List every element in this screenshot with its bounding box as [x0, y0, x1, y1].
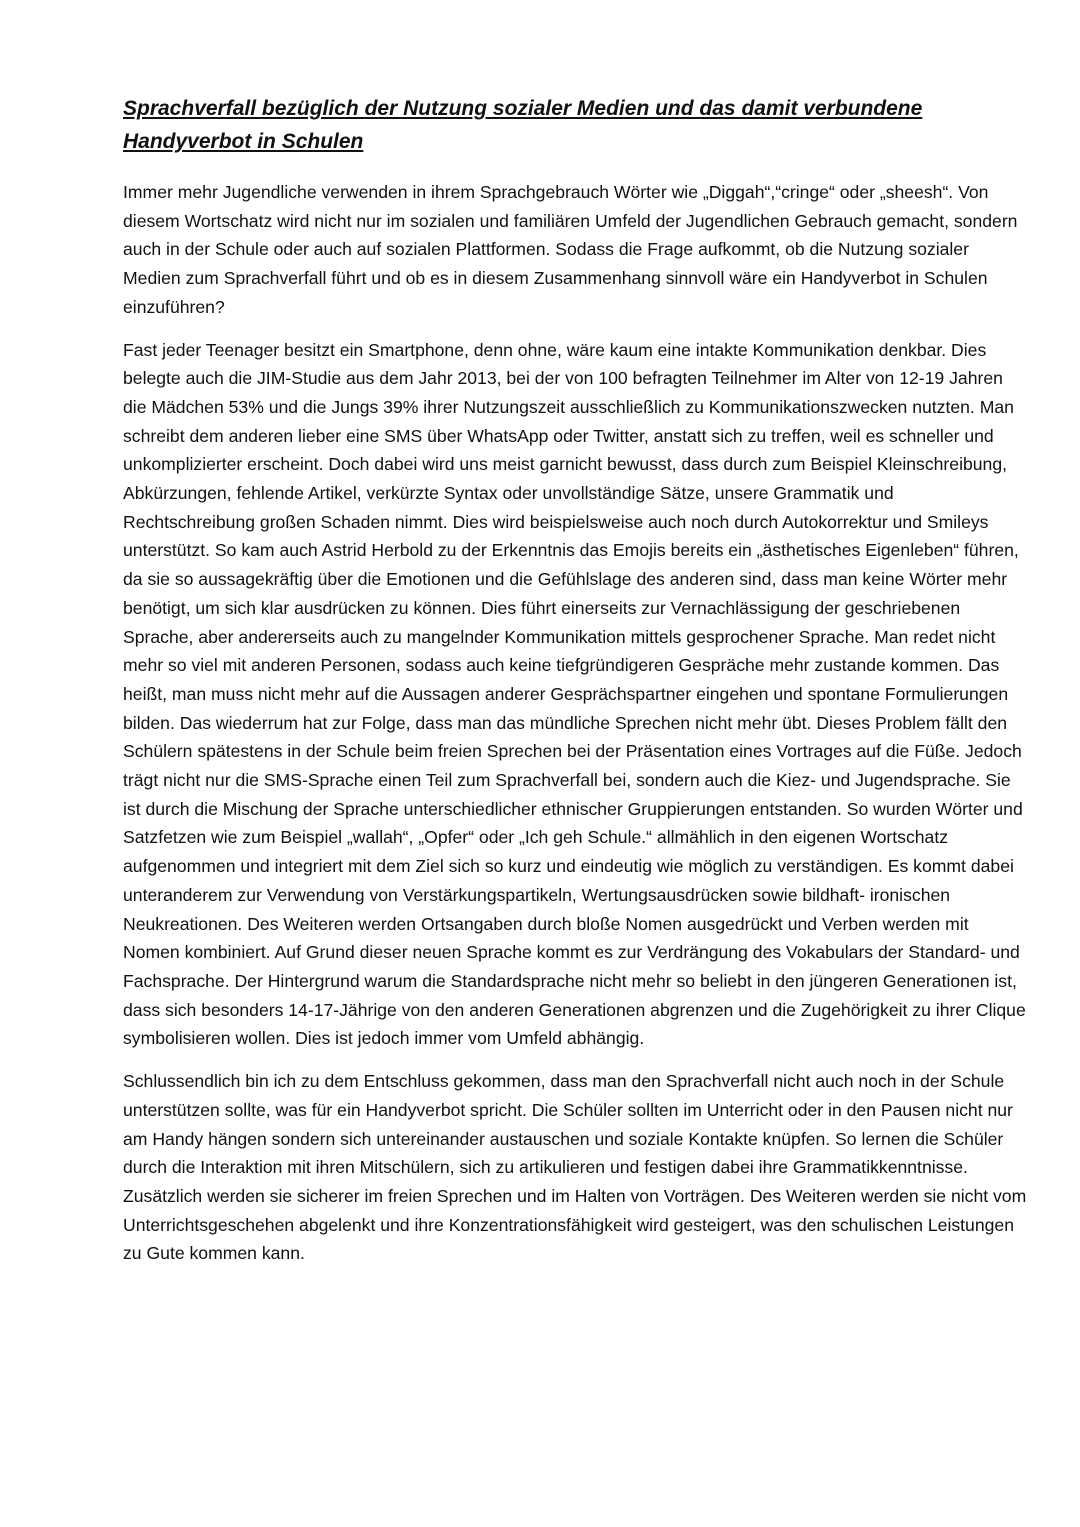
document-page [123, 92, 1028, 1282]
paragraph-conclusion: Schlussendlich bin ich zu dem Entschluss gekommen, dass man den Sprachverfall nicht auch noch in der Schule unterstützen sollte, was für ein Handyverbot spricht. Die Schüler sollten im Unterricht oder in den Pausen nicht nur am Handy hängen sondern sich untereinander austauschen und soziale Kontakte knüpfen. So lernen die Schüler durch die Interaktion mit ihren Mitschülern, sich zu artikulieren und festigen dabei ihre Grammatikkenntnisse. Zusätzlich werden sie sicherer im freien Sprechen und im Halten von Vorträgen. Des Weiteren werden sie nicht vom Unterrichtsgeschehen abgelenkt und ihre Konzentrationsfähigkeit wird gesteigert, was den schulischen Leistungen zu Gute kommen kann. [123, 1071, 1027, 1264]
paragraph-introduction: Immer mehr Jugendliche verwenden in ihrem Sprachgebrauch Wörter wie „Diggah“,“cringe“ oder „sheesh“. Von diesem Wortschatz wird nicht nur im sozialen und familiären Umfeld der Jugendlichen Gebrauch gemacht, sondern auch in der Schule oder auch auf sozialen Plattformen. Sodass die Frage aufkommt, ob die Nutzung sozialer Medien zum Sprachverfall führt und ob es in diesem Zusammenhang sinnvoll wäre ein Handyverbot in Schulen einzuführen? [123, 182, 1018, 317]
document-title: Sprachverfall bezüglich der Nutzung sozialer Medien und das damit verbundene Handyverbot in Schulen [123, 97, 923, 153]
paragraph-main-body: Fast jeder Teenager besitzt ein Smartphone, denn ohne, wäre kaum eine intakte Kommunikation denkbar. Dies belegte auch die JIM-Studie aus dem Jahr 2013, bei der von 100 befragten Teilnehmer im Alter von 12-19 Jahren die Mädchen 53% und die Jungs 39% ihrer Nutzungszeit ausschließlich zu Kommunikationszwecken nutzten. Man schreibt dem anderen lieber eine SMS über WhatsApp oder Twitter, anstatt sich zu treffen, weil es schneller und unkomplizierter erscheint. Doch dabei wird uns meist garnicht bewusst, dass durch zum Beispiel Kleinschreibung, Abkürzungen, fehlende Artikel, verkürzte Syntax oder unvollständige Sätze, unsere Grammatik und Rechtschreibung großen Schaden nimmt. Dies wird beispielsweise auch noch durch Autokorrektur und Smileys unterstützt. So kam auch Astrid Herbold zu der Erkenntnis das Emojis bereits ein „ästhetisches Eigenleben“ führen, da sie so aussagekräftig über die Emotionen und die Gefühlslage des anderen sind, dass man keine Wörter mehr benötigt, um sich klar ausdrücken zu können. Dies führt einerseits zur Vernachlässigung der geschriebenen Sprache, aber andererseits auch zu mangelnder Kommunikation mittels gesprochener Sprache. Man redet nicht mehr so viel mit anderen Personen, sodass auch keine tiefgründigeren Gespräche mehr zustande kommen. Das heißt, man muss nicht mehr auf die Aussagen anderer Gesprächspartner eingehen und spontane Formulierungen bilden. Das wiederrum hat zur Folge, dass man das mündliche Sprechen nicht mehr übt. Dieses Problem fällt den Schülern spätestens in der Schule beim freien Sprechen bei der Präsentation eines Vortrages auf die Füße. Jedoch trägt nicht nur die SMS-Sprache einen Teil zum Sprachverfall bei, sondern auch die Kiez- und Jugendsprache. Sie ist durch die Mischung der Sprache unterschiedlicher ethnischer Gruppierungen entstanden. So wurden Wörter und Satzfetzen wie zum Beispiel „wallah“, „Opfer“ oder „Ich geh Schule.“ allmählich in den eigenen Wortschatz aufgenommen und integriert mit dem Ziel sich so kurz und eindeutig wie möglich zu verständigen. Es kommt dabei unteranderem zur Verwendung von Verstärkungspartikeln, Wertungsausdrücken sowie bildhaft- ironischen Neukreationen. Des Weiteren werden Ortsangaben durch bloße Nomen ausgedrückt und Verben werden mit Nomen kombiniert. Auf Grund dieser neuen Sprache kommt es zur Verdrängung des Vokabulars der Standard- und Fachsprache. Der Hintergrund warum die Standardsprache nicht mehr so beliebt in den jüngeren Generationen ist, dass sich besonders 14-17-Jährige von den anderen Generationen abgrenzen und die Zugehörigkeit zu ihrer Clique symbolisieren wollen. Dies ist jedoch immer vom Umfeld abhängig. [123, 339, 1026, 1049]
